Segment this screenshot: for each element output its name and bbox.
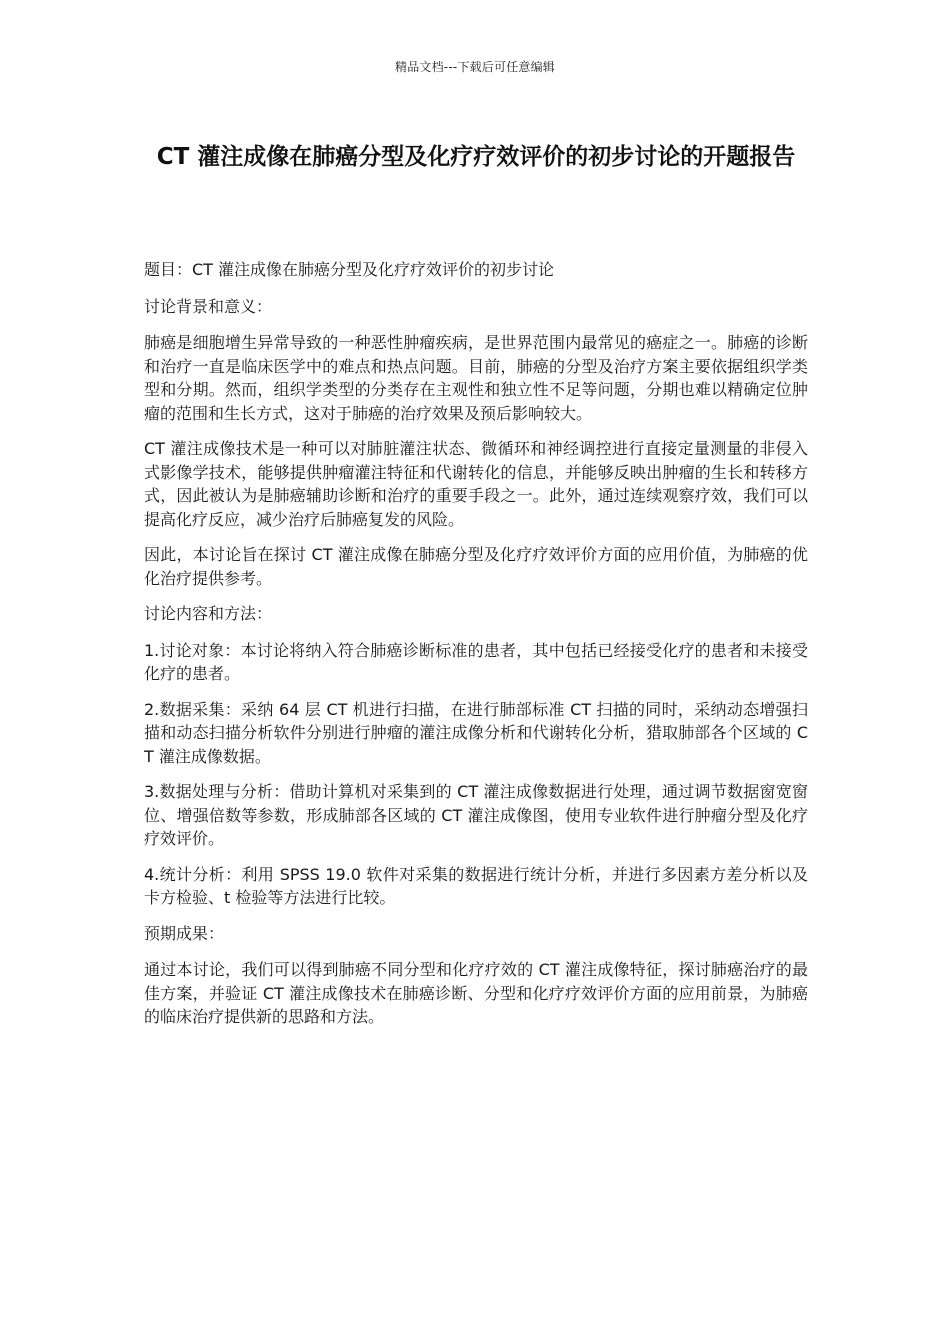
paragraph-background-2: CT 灌注成像技术是一种可以对肺脏灌注状态、微循环和神经调控进行直接定量测量的非侵入式影像学技术，能够提供肿瘤灌注特征和代谢转化的信息，并能够反映出肿瘤的生长和转移方式，因此被认为是肺癌辅助诊断和治疗的重要手段之一。此外，通过连续观察疗效，我们可以提高化疗反应，减少治疗后肺癌复发的风险。	[144, 439, 808, 529]
section-heading-background: 讨论背景和意义：	[144, 296, 273, 316]
section-heading-methods: 讨论内容和方法：	[144, 604, 273, 623]
method-item-2: 2.数据采集：采纳 64 层 CT 机进行扫描，在进行肺部标准 CT 扫描的同时，采纳动态增强扫描和动态扫描分析软件分别进行肿瘤的灌注成像分析和代谢转化分析，猎取肺部各个区域的 CT 灌注成像数据。	[144, 699, 808, 766]
method-item-4: 4.统计分析：利用 SPSS 19.0 软件对采集的数据进行统计分析，并进行多因素方差分析以及卡方检验、t 检验等方法进行比较。	[144, 864, 808, 907]
document-body	[144, 258, 808, 1041]
topic-line: 题目：CT 灌注成像在肺癌分型及化疗疗效评价的初步讨论	[144, 260, 555, 279]
document-title: CT 灌注成像在肺癌分型及化疗疗效评价的初步讨论的开题报告	[156, 144, 796, 170]
paragraph-background-3: 因此，本讨论旨在探讨 CT 灌注成像在肺癌分型及化疗疗效评价方面的应用价值，为肺癌的优化治疗提供参考。	[144, 545, 808, 588]
method-item-1: 1.讨论对象：本讨论将纳入符合肺癌诊断标准的患者，其中包括已经接受化疗的患者和未接受化疗的患者。	[144, 640, 808, 683]
header-note: 精品文档---下载后可任意编辑	[395, 60, 555, 74]
method-item-3: 3.数据处理与分析：借助计算机对采集到的 CT 灌注成像数据进行处理，通过调节数据窗宽窗位、增强倍数等参数，形成肺部各区域的 CT 灌注成像图，使用专业软件进行肿瘤分型及化疗疗效评价。	[144, 782, 808, 848]
paragraph-background-1: 肺癌是细胞增生异常导致的一种恶性肿瘤疾病，是世界范围内最常见的癌症之一。肺癌的诊断和治疗一直是临床医学中的难点和热点问题。目前，肺癌的分型及治疗方案主要依据组织学类型和分期。然而，组织学类型的分类存在主观性和独立性不足等问题，分期也难以精确定位肿瘤的范围和生长方式，这对于肺癌的治疗效果及预后影响较大。	[144, 333, 808, 423]
section-heading-results: 预期成果：	[144, 923, 225, 943]
paragraph-results: 通过本讨论，我们可以得到肺癌不同分型和化疗疗效的 CT 灌注成像特征，探讨肺癌治疗的最佳方案，并验证 CT 灌注成像技术在肺癌诊断、分型和化疗疗效评价方面的应用前景，为肺癌的临床治疗提供新的思路和方法。	[144, 960, 808, 1026]
